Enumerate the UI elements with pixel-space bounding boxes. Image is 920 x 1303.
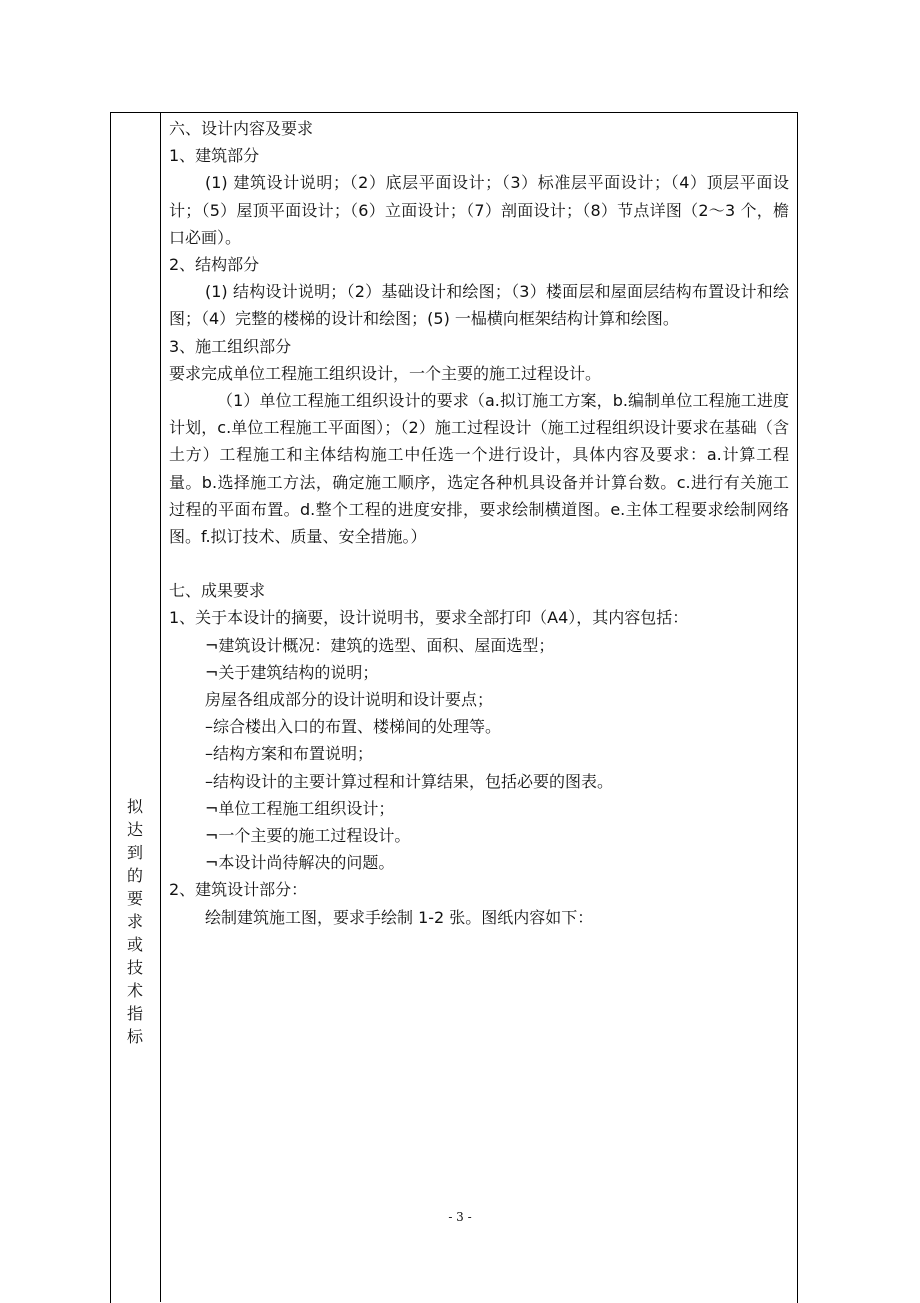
const-heading: 3、施工组织部分 <box>169 336 292 356</box>
side-label-char: 拟 <box>126 797 143 816</box>
side-label-char: 求 <box>126 912 143 931</box>
side-label-char: 指 <box>126 1004 143 1023</box>
list-item: ¬关于建筑结构的说明； <box>205 662 379 682</box>
side-label-char: 或 <box>126 935 143 954</box>
list-item: –结构方案和布置说明； <box>205 744 374 764</box>
side-label-char: 到 <box>126 843 143 862</box>
deliverable-item-2: 2、建筑设计部分： <box>169 880 308 900</box>
deliverable-item-1: 1、关于本设计的摘要，设计说明书，要求全部打印（A4），其内容包括： <box>169 608 689 628</box>
const-text: （1）单位工程施工组织设计的要求（a.拟订施工方案，b.编制单位工程施工进度计划，c.单位工程施工平面图）；（2）施工过程设计（施工过程组织设计要求在基础（含土方）工程施工和主体结构施工中任选一个进行设计，具体内容及要求：a.计算工程量。b.选择施工方法，确定施工顺序，选定各种机具设备并计算台数。c.进行有关施工过程的平面布置。d.整个工程的进度安排，要求绘制横道图。e.主体工程要求绘制网络图。f.拟订技术、质量、安全措施。） <box>169 391 789 547</box>
list-item: 房屋各组成部分的设计说明和设计要点； <box>205 690 494 710</box>
page-number: - 3 - <box>448 1210 472 1224</box>
side-label-char: 技 <box>126 958 143 977</box>
side-label-char: 要 <box>126 889 143 908</box>
arch-text: (1) 建筑设计说明；（2）底层平面设计；（3）标准层平面设计；（4）顶层平面设计；（5）屋顶平面设计；（6）立面设计；（7）剖面设计；（8）节点详图（2～3 个，檐口必画）。 <box>169 173 789 247</box>
list-item: ¬本设计尚待解决的问题。 <box>205 853 395 873</box>
section6-heading: 六、设计内容及要求 <box>169 119 314 138</box>
content-cell <box>169 115 789 931</box>
section7-heading: 七、成果要求 <box>169 581 266 601</box>
const-intro: 要求完成单位工程施工组织设计，一个主要的施工过程设计。 <box>169 363 602 383</box>
side-label-char: 标 <box>126 1027 143 1046</box>
column-divider <box>160 112 161 1302</box>
list-item: ¬建筑设计概况：建筑的选型、面积、屋面选型； <box>205 635 555 655</box>
struct-heading: 2、结构部分 <box>169 255 260 275</box>
struct-text: (1) 结构设计说明；（2）基础设计和绘图；（3）楼面层和屋面层结构布置设计和绘图；（4）完整的楼梯的设计和绘图；(5) 一榀横向框架结构计算和绘图。 <box>169 282 789 329</box>
side-label-char: 术 <box>126 981 143 1000</box>
list-item: ¬一个主要的施工过程设计。 <box>205 826 411 846</box>
side-label-char: 的 <box>126 866 143 885</box>
arch-heading: 1、建筑部分 <box>169 146 260 166</box>
side-label <box>110 795 160 1048</box>
list-item: ¬单位工程施工组织设计； <box>205 798 395 818</box>
deliverable-item-2-text: 绘制建筑施工图，要求手绘制 1-2 张。图纸内容如下： <box>205 907 594 927</box>
side-label-char: 达 <box>126 820 143 839</box>
list-item: –综合楼出入口的布置、楼梯间的处理等。 <box>205 717 502 737</box>
list-item: –结构设计的主要计算过程和计算结果，包括必要的图表。 <box>205 771 614 791</box>
